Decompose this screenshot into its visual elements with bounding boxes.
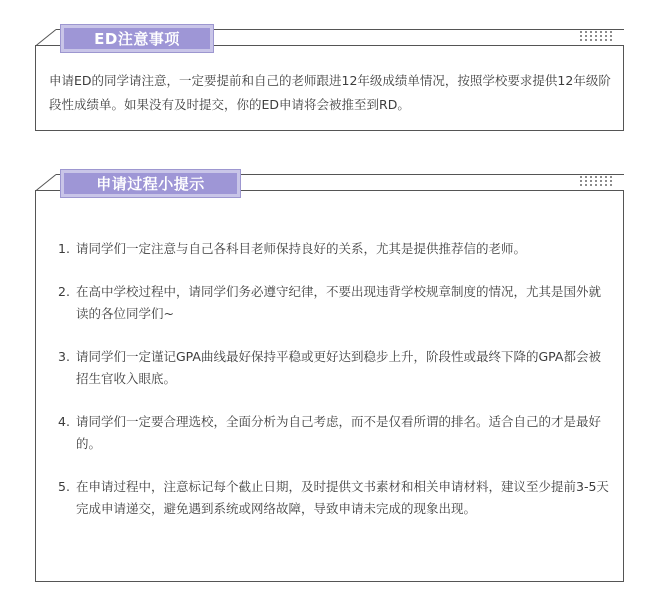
list-item-text: 在申请过程中，注意标记每个截止日期，及时提供文书素材和相关申请材料，建议至少提前3-5天完成申请递交，避免遇到系统或网络故障，导致申请未完成的现象出现。 — [76, 479, 609, 516]
list-item — [58, 346, 609, 390]
list-item-number: 2. — [58, 284, 70, 299]
corner-notch-icon — [35, 29, 57, 46]
list-item-text: 请同学们一定谨记GPA曲线最好保持平稳或更好达到稳步上升，阶段性或最终下降的GPA都会被招生官收入眼底。 — [76, 349, 601, 386]
ed-notice-card — [35, 30, 624, 131]
dot-grid-icon — [579, 175, 615, 187]
list-item-number: 4. — [58, 414, 70, 429]
section-tab — [60, 169, 241, 198]
list-item-number: 5. — [58, 479, 70, 494]
list-item — [58, 281, 609, 325]
list-item — [58, 476, 609, 520]
section-title: 申请过程小提示 — [96, 175, 205, 193]
ed-notice-body: 申请ED的同学请注意，一定要提前和自己的老师跟进12年级成绩单情况，按照学校要求提供12年级阶段性成绩单。如果没有及时提交，你的ED申请将会被推至到RD。 — [49, 73, 611, 112]
tips-list — [58, 238, 609, 541]
list-item — [58, 411, 609, 455]
section-title: ED注意事项 — [94, 30, 180, 48]
list-item-text: 请同学们一定注意与自己各科目老师保持良好的关系，尤其是提供推荐信的老师。 — [76, 241, 527, 256]
application-tips-card — [35, 175, 624, 582]
corner-notch-icon — [35, 174, 57, 191]
list-item-text: 在高中学校过程中，请同学们务必遵守纪律，不要出现违背学校规章制度的情况，尤其是国外就读的各位同学们~ — [76, 284, 602, 321]
list-item — [58, 238, 609, 260]
list-item-number: 1. — [58, 241, 70, 256]
list-item-number: 3. — [58, 349, 70, 364]
dot-grid-icon — [579, 30, 615, 42]
list-item-text: 请同学们一定要合理选校，全面分析为自己考虑，而不是仅看所谓的排名。适合自己的才是最好的。 — [76, 414, 602, 451]
section-tab — [60, 24, 214, 53]
